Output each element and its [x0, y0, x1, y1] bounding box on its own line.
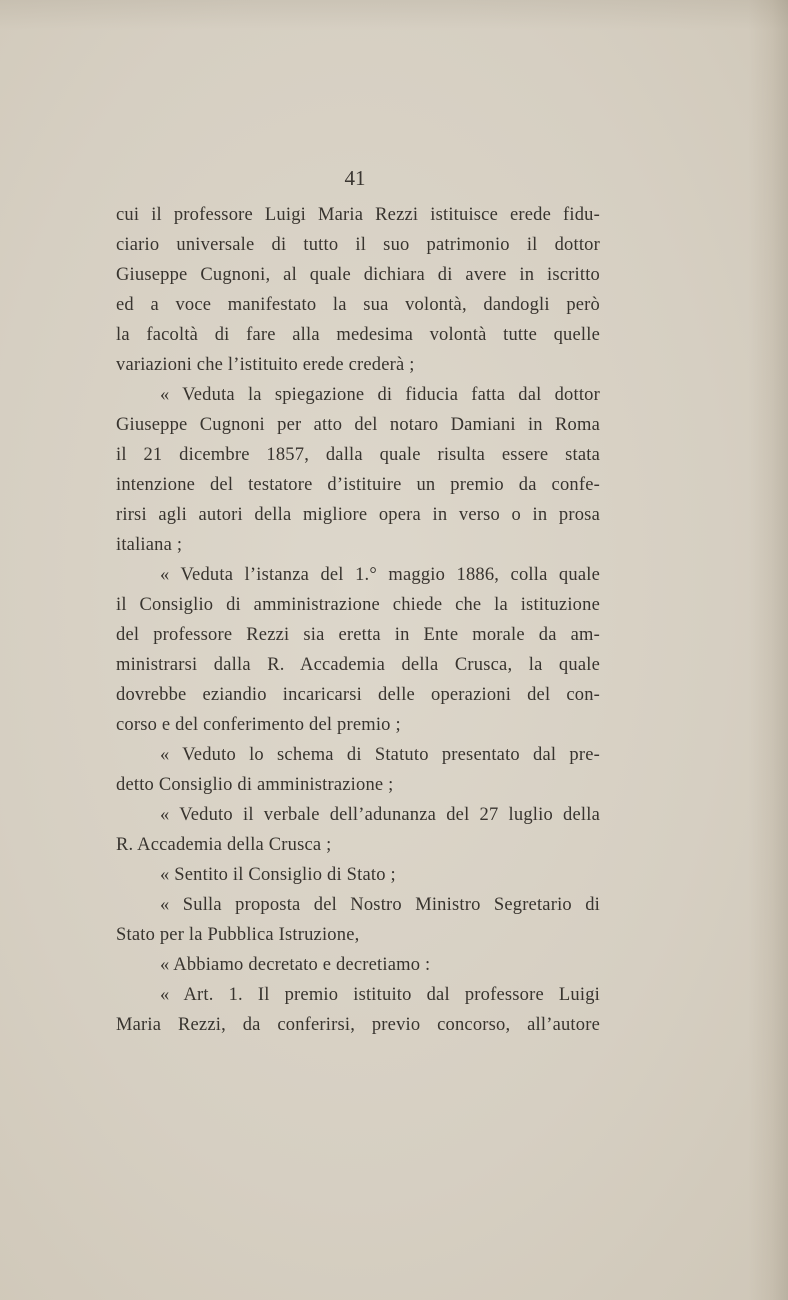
- text-line: la facoltà di fare alla medesima volontà tutte quelle: [116, 325, 600, 345]
- text-line: « Abbiamo decretato e decretiamo :: [160, 955, 431, 975]
- text-line: italiana ;: [116, 535, 183, 555]
- body-text: [116, 200, 600, 1040]
- text-line: dovrebbe eziandio incaricarsi delle operazioni del con-: [116, 685, 600, 705]
- page-shadow-right: [748, 0, 788, 1300]
- text-line: « Veduto il verbale dell’adunanza del 27 luglio della: [160, 805, 600, 825]
- page-shadow-top: [0, 0, 788, 30]
- text-line: detto Consiglio di amministrazione ;: [116, 775, 394, 795]
- text-line: cui il professore Luigi Maria Rezzi istituisce erede fidu-: [116, 205, 600, 225]
- text-line: Stato per la Pubblica Istruzione,: [116, 925, 360, 945]
- text-line: ministrarsi dalla R. Accademia della Crusca, la quale: [116, 655, 600, 675]
- text-line: « Veduta la spiegazione di fiducia fatta dal dottor: [160, 385, 600, 405]
- text-line: rirsi agli autori della migliore opera in verso o in prosa: [116, 505, 600, 525]
- text-line: Giuseppe Cugnoni, al quale dichiara di avere in iscritto: [116, 265, 600, 285]
- text-line: Maria Rezzi, da conferirsi, previo concorso, all’autore: [116, 1015, 600, 1035]
- text-line: il 21 dicembre 1857, dalla quale risulta essere stata: [116, 445, 600, 465]
- text-line: del professore Rezzi sia eretta in Ente morale da am-: [116, 625, 600, 645]
- text-line: Giuseppe Cugnoni per atto del notaro Damiani in Roma: [116, 415, 600, 435]
- text-line: « Sulla proposta del Nostro Ministro Segretario di: [160, 895, 600, 915]
- text-line: « Veduta l’istanza del 1.° maggio 1886, colla quale: [160, 565, 600, 585]
- text-line: « Veduto lo schema di Statuto presentato dal pre-: [160, 745, 600, 765]
- text-line: corso e del conferimento del premio ;: [116, 715, 401, 735]
- text-line: R. Accademia della Crusca ;: [116, 835, 332, 855]
- text-line: il Consiglio di amministrazione chiede che la istituzione: [116, 595, 600, 615]
- text-line: intenzione del testatore d’istituire un premio da confe-: [116, 475, 600, 495]
- text-line: variazioni che l’istituito erede crederà ;: [116, 355, 415, 375]
- text-line: ed a voce manifestato la sua volontà, dandogli però: [116, 295, 600, 315]
- text-line: « Sentito il Consiglio di Stato ;: [160, 865, 396, 885]
- text-line: « Art. 1. Il premio istituito dal professore Luigi: [160, 985, 600, 1005]
- text-line: ciario universale di tutto il suo patrimonio il dottor: [116, 235, 600, 255]
- page-number: 41: [344, 166, 366, 190]
